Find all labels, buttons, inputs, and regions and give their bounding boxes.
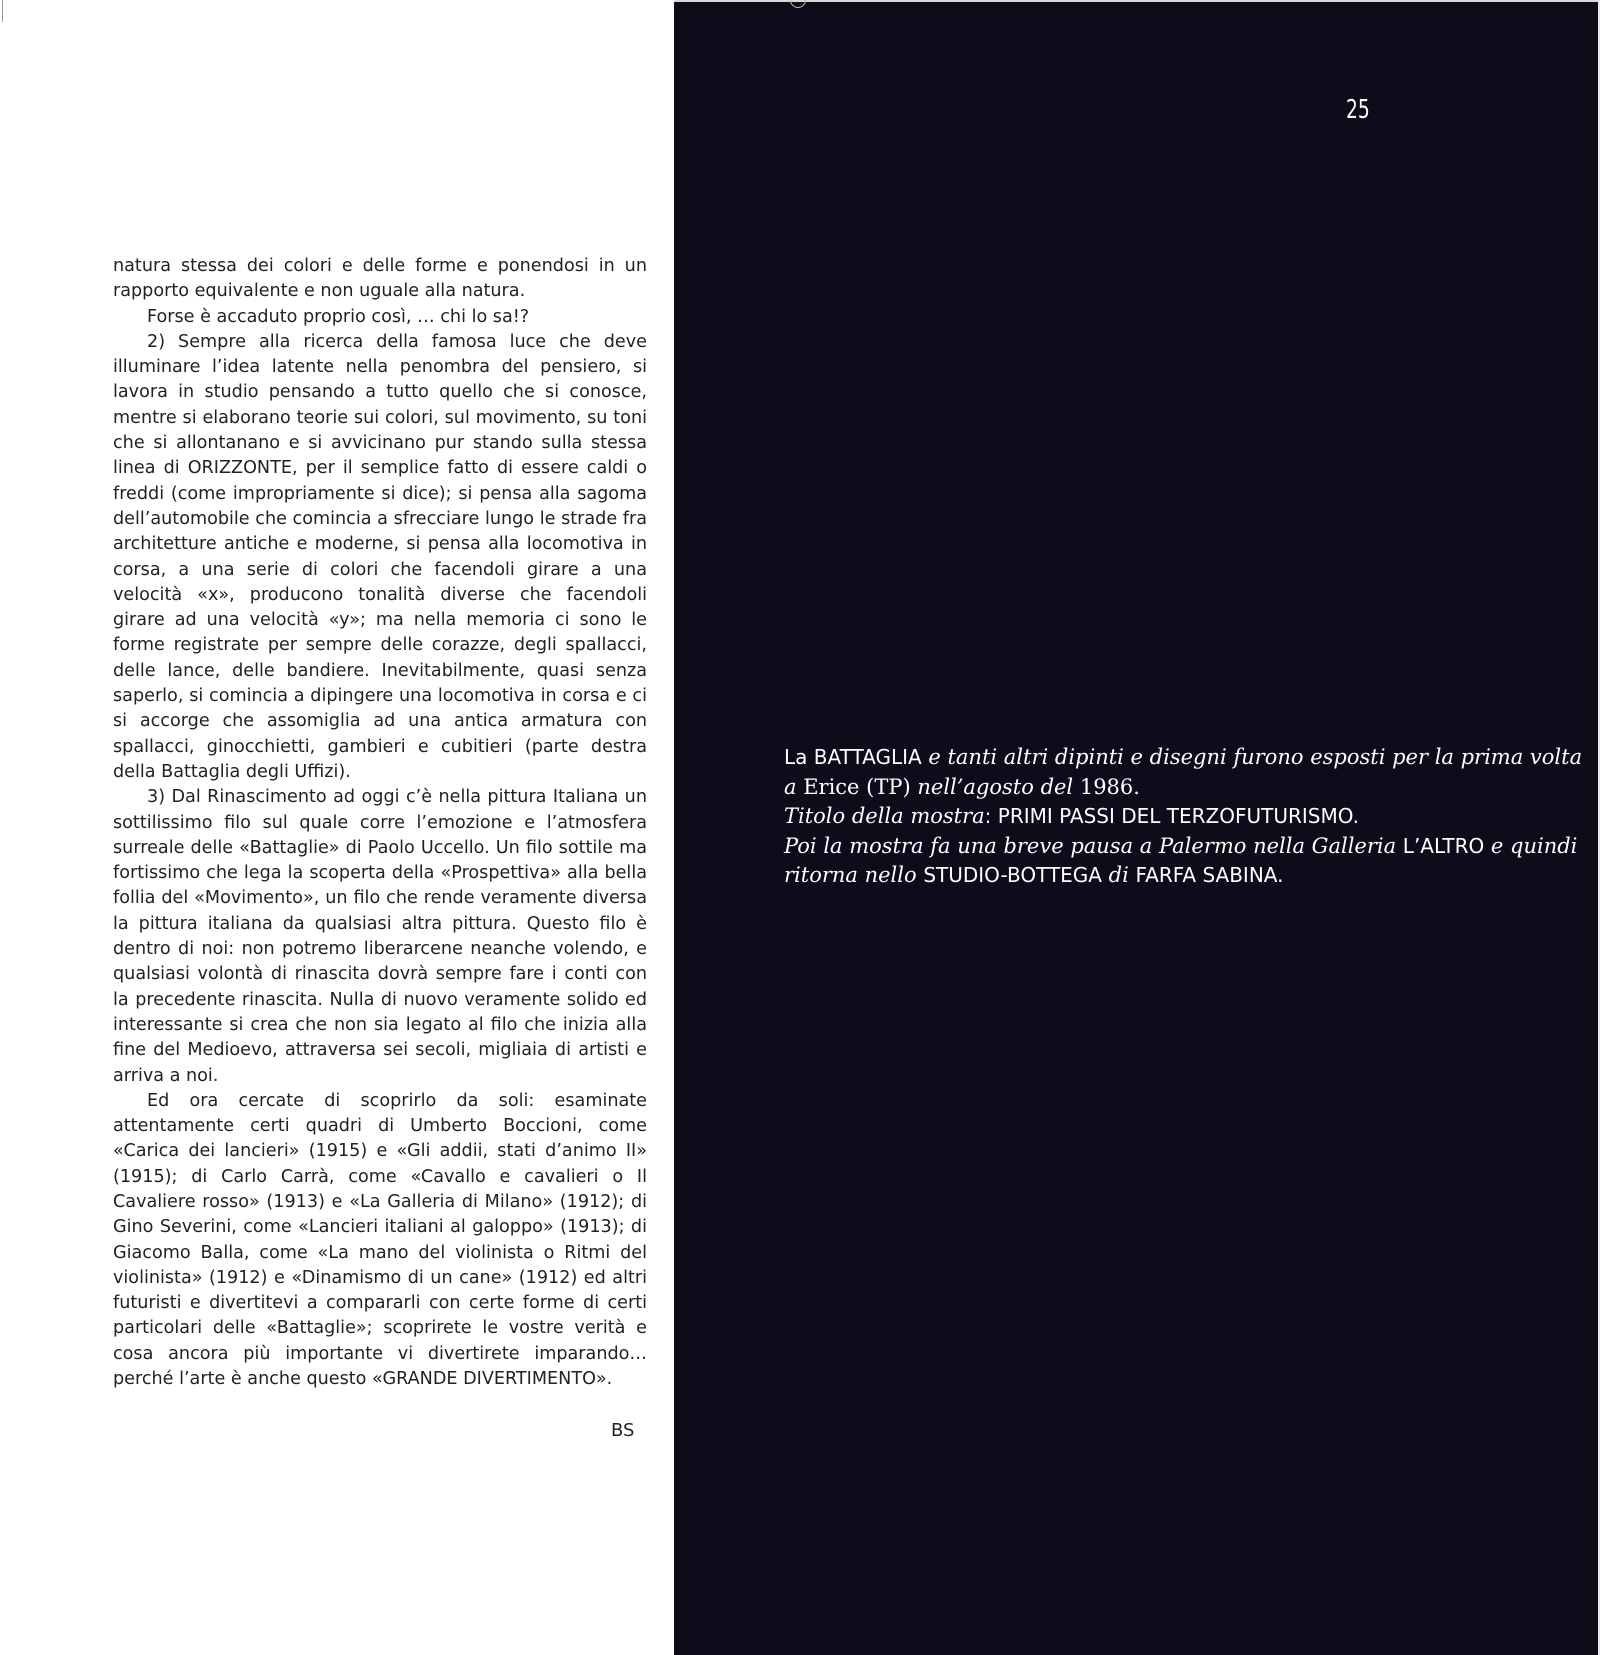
paragraph: natura stessa dei colori e delle forme e ponendosi in un rapporto equivalente e non uguale alla natura. bbox=[113, 256, 647, 302]
right-page bbox=[674, 0, 1600, 1655]
caption-line bbox=[784, 743, 1583, 773]
caption-line bbox=[784, 861, 1504, 891]
caption-text: 1986. bbox=[1079, 774, 1140, 799]
caption-text: e quindi bbox=[1484, 833, 1578, 858]
caption-text: Erice (TP) bbox=[803, 774, 911, 799]
paragraph: 2) Sempre alla ricerca della famosa luce che deve illuminare l’idea latente nella penombra del pensiero, si lavora in studio pensando a tutto quello che si conosce, mentre si elaborano teorie sui colori, sul movimento, su toni che si allontanano e si avvicinano pur stando sulla stessa linea di ORIZZONTE, per il semplice fatto di essere caldi o freddi (come impropriamente si dice); si pensa alla sagoma dell’automobile che comincia a sfrecciare lungo le strade fra architetture antiche e moderne, si pensa alla locomotiva in corsa, a una serie di colori che facendoli girare a una velocità «x», producono tonalità diverse che facendoli girare ad una velocità «y»; ma nella memoria ci sono le forme registrate per sempre delle corazze, degli spallacci, delle lance, delle bandiere. Inevitabilmente, quasi senza saperlo, si comincia a dipingere una locomotiva in corsa e ci si accorge che assomiglia ad una antica armatura con spallacci, ginocchietti, gambieri e cubitieri (parte destra della Battaglia degli Uffizi). bbox=[113, 331, 647, 782]
caption-text: STUDIO-BOTTEGA bbox=[923, 863, 1102, 887]
paragraph: Ed ora cercate di scoprirlo da soli: esaminate attentamente certi quadri di Umberto Boccioni, come «Carica dei lancieri» (1915) e «Gli addii, stati d’animo II» (1915); di Carlo Carrà, come «Cavallo e cavalieri o Il Cavaliere rosso» (1913) e «La Galleria di Milano» (1912); di Gino Severini, come «Lancieri italiani al galoppo» (1913); di Giacomo Balla, come «La mano del violinista o Ritmi del violinista» (1912) e «Dinamismo di un cane» (1912) ed altri futuristi e divertitevi a compararli con certe forme di certi particolari delle «Battaglie»; scoprirete le vostre verità e cosa ancora più importante vi divertirete imparando… perché l’arte è anche questo «GRANDE DIVERTIMENTO». bbox=[113, 1090, 647, 1390]
registration-mark-icon bbox=[790, 0, 806, 8]
caption-text: nell’agosto del bbox=[910, 774, 1080, 799]
caption-text: a bbox=[784, 774, 804, 799]
caption-text: Poi la mostra fa una breve pausa a Palermo nella Galleria bbox=[784, 833, 1403, 858]
caption-text: Titolo della mostra bbox=[784, 804, 985, 828]
caption-text: FARFA SABINA. bbox=[1135, 863, 1284, 887]
caption-line bbox=[784, 773, 1504, 803]
caption-text: L’ALTRO bbox=[1402, 833, 1485, 858]
paragraph: Forse è accaduto proprio così, … chi lo sa!? bbox=[147, 306, 530, 327]
caption-line bbox=[784, 832, 1578, 862]
exhibition-caption bbox=[784, 743, 1583, 891]
body-text bbox=[113, 254, 647, 1392]
caption-text: : PRIMI PASSI DEL TERZOFUTURISMO. bbox=[984, 804, 1360, 828]
crop-mark bbox=[2, 0, 3, 22]
caption-text: di bbox=[1101, 863, 1136, 887]
paragraph: 3) Dal Rinascimento ad oggi c’è nella pittura Italiana un sottilissimo filo sul quale corre l’emozione e l’atmosfera surreale delle «Battaglie» di Paolo Uccello. Un filo sottile ma fortissimo che lega la scoperta della «Prospettiva» alla bella follia del «Movimento», un filo che rende veramente diversa la pittura italiana da qualsiasi altra pittura. Questo filo è dentro di noi: non potremo liberarcene neanche volendo, e qualsiasi volontà di rinascita dovrà sempre fare i conti con la precedente rinascita. Nulla di nuovo veramente solido ed interessante si crea che non sia legato al filo che inizia alla fine del Medioevo, attraversa sei secoli, migliaia di artisti e arriva a noi. bbox=[113, 787, 647, 1086]
caption-text: La BATTAGLIA bbox=[784, 745, 922, 769]
caption-text: e tanti altri dipinti e disegni furono esposti per la prima volta bbox=[921, 745, 1583, 769]
author-signature: BS bbox=[611, 1420, 635, 1441]
caption-text: ritorna nello bbox=[784, 863, 924, 887]
left-page bbox=[0, 0, 674, 1655]
caption-line bbox=[784, 802, 1504, 832]
page-number: 25 bbox=[1346, 95, 1370, 125]
page-edge bbox=[674, 0, 1600, 2]
